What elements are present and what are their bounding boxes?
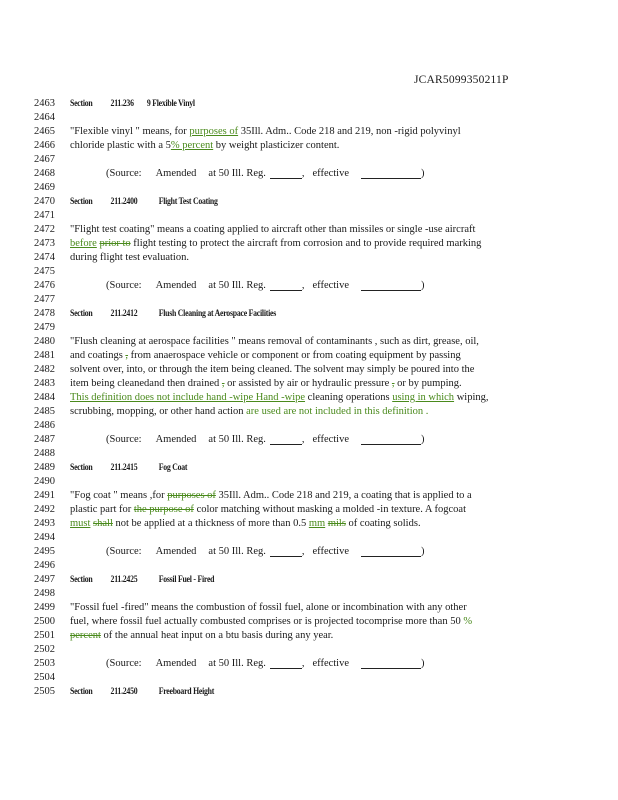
line-number: 2489 [34,462,55,473]
line-number: 2478 [34,308,55,319]
line-2466 [34,139,339,152]
line-number: 2479 [34,322,55,333]
line-number: 2499 [34,602,55,613]
line-number: 2474 [34,252,55,263]
section-heading: Section 211.2450 Freeboard Height [70,686,215,697]
line-2503 [34,657,425,670]
line-2500 [34,615,472,628]
document-id: JCAR5099350211P [414,74,509,86]
line-number: 2497 [34,574,55,585]
line-number: 2487 [34,434,55,445]
paragraph-text: chloride plastic with a 5% percent by weight plasticizer content. [70,140,340,151]
line-number: 2496 [34,560,55,571]
line-number: 2505 [34,686,55,697]
paragraph-text: "Flight test coating" means a coating applied to aircraft other than missiles or single -use aircraft [70,224,476,235]
line-2474 [34,251,189,264]
line-number: 2494 [34,532,55,543]
line-number: 2502 [34,644,55,655]
paragraph-text: percent of the annual heat input on a btu basis during any year. [70,630,334,641]
section-heading: Section 211.2412 Flush Cleaning at Aerospace Facilities [70,308,276,319]
paragraph-text: and coatings , from anaerospace vehicle or component or from coating equipment by passing [70,350,461,361]
line-2475 [34,265,70,278]
line-2468 [34,167,425,180]
line-number: 2477 [34,294,55,305]
line-2482 [34,363,474,376]
line-2505 [34,685,246,698]
line-number: 2468 [34,168,55,179]
line-number: 2493 [34,518,55,529]
line-number: 2501 [34,630,55,641]
section-heading: Section 211.236 9 Flexible Vinyl [70,98,195,109]
line-2498 [34,587,70,600]
line-2470 [34,195,250,208]
line-2484 [34,391,488,404]
line-2496 [34,559,70,572]
line-2478 [34,307,321,320]
paragraph-text: "Flexible vinyl " means, for purposes of 35Ill. Adm.. Code 218 and 219, non -rigid polyvinyl [70,126,461,137]
line-number: 2484 [34,392,55,403]
source-note: (Source: Amended at 50 Ill. Reg. , effective ) [106,434,425,445]
line-number: 2491 [34,490,55,501]
section-heading: Section 211.2415 Fog Coat [70,462,188,473]
line-2479 [34,321,70,334]
line-2476 [34,279,425,292]
source-note: (Source: Amended at 50 Ill. Reg. , effective ) [106,168,425,179]
line-number: 2470 [34,196,55,207]
line-2487 [34,433,425,446]
line-2477 [34,293,70,306]
line-number: 2500 [34,616,55,627]
line-2492 [34,503,466,516]
paragraph-text: plastic part for the purpose of color matching without masking a molded -in texture. A fogcoat [70,504,467,515]
line-2486 [34,419,70,432]
paragraph-text: during flight test evaluation. [70,252,189,263]
line-number: 2480 [34,336,55,347]
line-number: 2486 [34,420,55,431]
paragraph-text: solvent over, into, or through the item being cleaned. The solvent may simply be poured into the [70,364,475,375]
line-number: 2469 [34,182,55,193]
line-number: 2503 [34,658,55,669]
line-number: 2476 [34,280,55,291]
line-2504 [34,671,70,684]
source-note: (Source: Amended at 50 Ill. Reg. , effective ) [106,280,425,291]
line-2491 [34,489,472,502]
section-heading: Section 211.2425 Fossil Fuel - Fired [70,574,215,585]
line-number: 2473 [34,238,55,249]
paragraph-text: must shall not be applied at a thickness of more than 0.5 mm mils of coating solids. [70,518,421,529]
paragraph-text: before prior to flight testing to protect the aircraft from corrosion and to provide required marking [70,238,482,249]
line-number: 2471 [34,210,55,221]
paragraph-text: item being cleanedand then drained , or assisted by air or hydraulic pressure , or by pumping. [70,378,462,389]
line-number: 2490 [34,476,55,487]
paragraph-text: "Fog coat " means ,for purposes of 35Ill. Adm.. Code 218 and 219, a coating that is applied to a [70,490,472,501]
line-2464 [34,111,70,124]
line-number: 2467 [34,154,55,165]
line-2495 [34,545,425,558]
line-number: 2466 [34,140,55,151]
line-number: 2492 [34,504,55,515]
paragraph-text: "Fossil fuel -fired" means the combustion of fossil fuel, alone or incombination with any other [70,602,467,613]
line-number: 2472 [34,224,55,235]
line-2489 [34,461,213,474]
line-2467 [34,153,70,166]
line-number: 2464 [34,112,55,123]
source-note: (Source: Amended at 50 Ill. Reg. , effective ) [106,546,425,557]
line-2469 [34,181,70,194]
line-2499 [34,601,467,614]
line-number: 2482 [34,364,55,375]
line-number: 2498 [34,588,55,599]
line-2472 [34,223,475,236]
line-2494 [34,531,70,544]
line-2493 [34,517,421,530]
line-2502 [34,643,70,656]
paragraph-text: This definition does not include hand -wipe Hand -wipe cleaning operations using in which wiping, [70,392,489,403]
section-heading: Section 211.2400 Flight Test Coating [70,196,218,207]
line-number: 2475 [34,266,55,277]
line-2480 [34,335,479,348]
line-2471 [34,209,70,222]
line-number: 2483 [34,378,55,389]
source-note: (Source: Amended at 50 Ill. Reg. , effective ) [106,658,425,669]
line-number: 2463 [34,98,55,109]
line-number: 2488 [34,448,55,459]
line-number: 2495 [34,546,55,557]
line-2483 [34,377,462,390]
paragraph-text: scrubbing, mopping, or other hand action are used are not included in this definition . [70,406,429,417]
paragraph-text: "Flush cleaning at aerospace facilities " means removal of contaminants , such as dirt, grease, oil, [70,336,479,347]
line-2465 [34,125,461,138]
paragraph-text: fuel, where fossil fuel actually combusted comprises or is projected tocomprise more than 50 % [70,616,473,627]
line-number: 2485 [34,406,55,417]
line-2473 [34,237,481,250]
line-number: 2481 [34,350,55,361]
line-2490 [34,475,70,488]
line-2463 [34,97,222,110]
line-2485 [34,405,428,418]
line-number: 2504 [34,672,55,683]
line-number: 2465 [34,126,55,137]
line-2488 [34,447,70,460]
line-2501 [34,629,333,642]
line-2481 [34,349,461,362]
line-2497 [34,573,246,586]
